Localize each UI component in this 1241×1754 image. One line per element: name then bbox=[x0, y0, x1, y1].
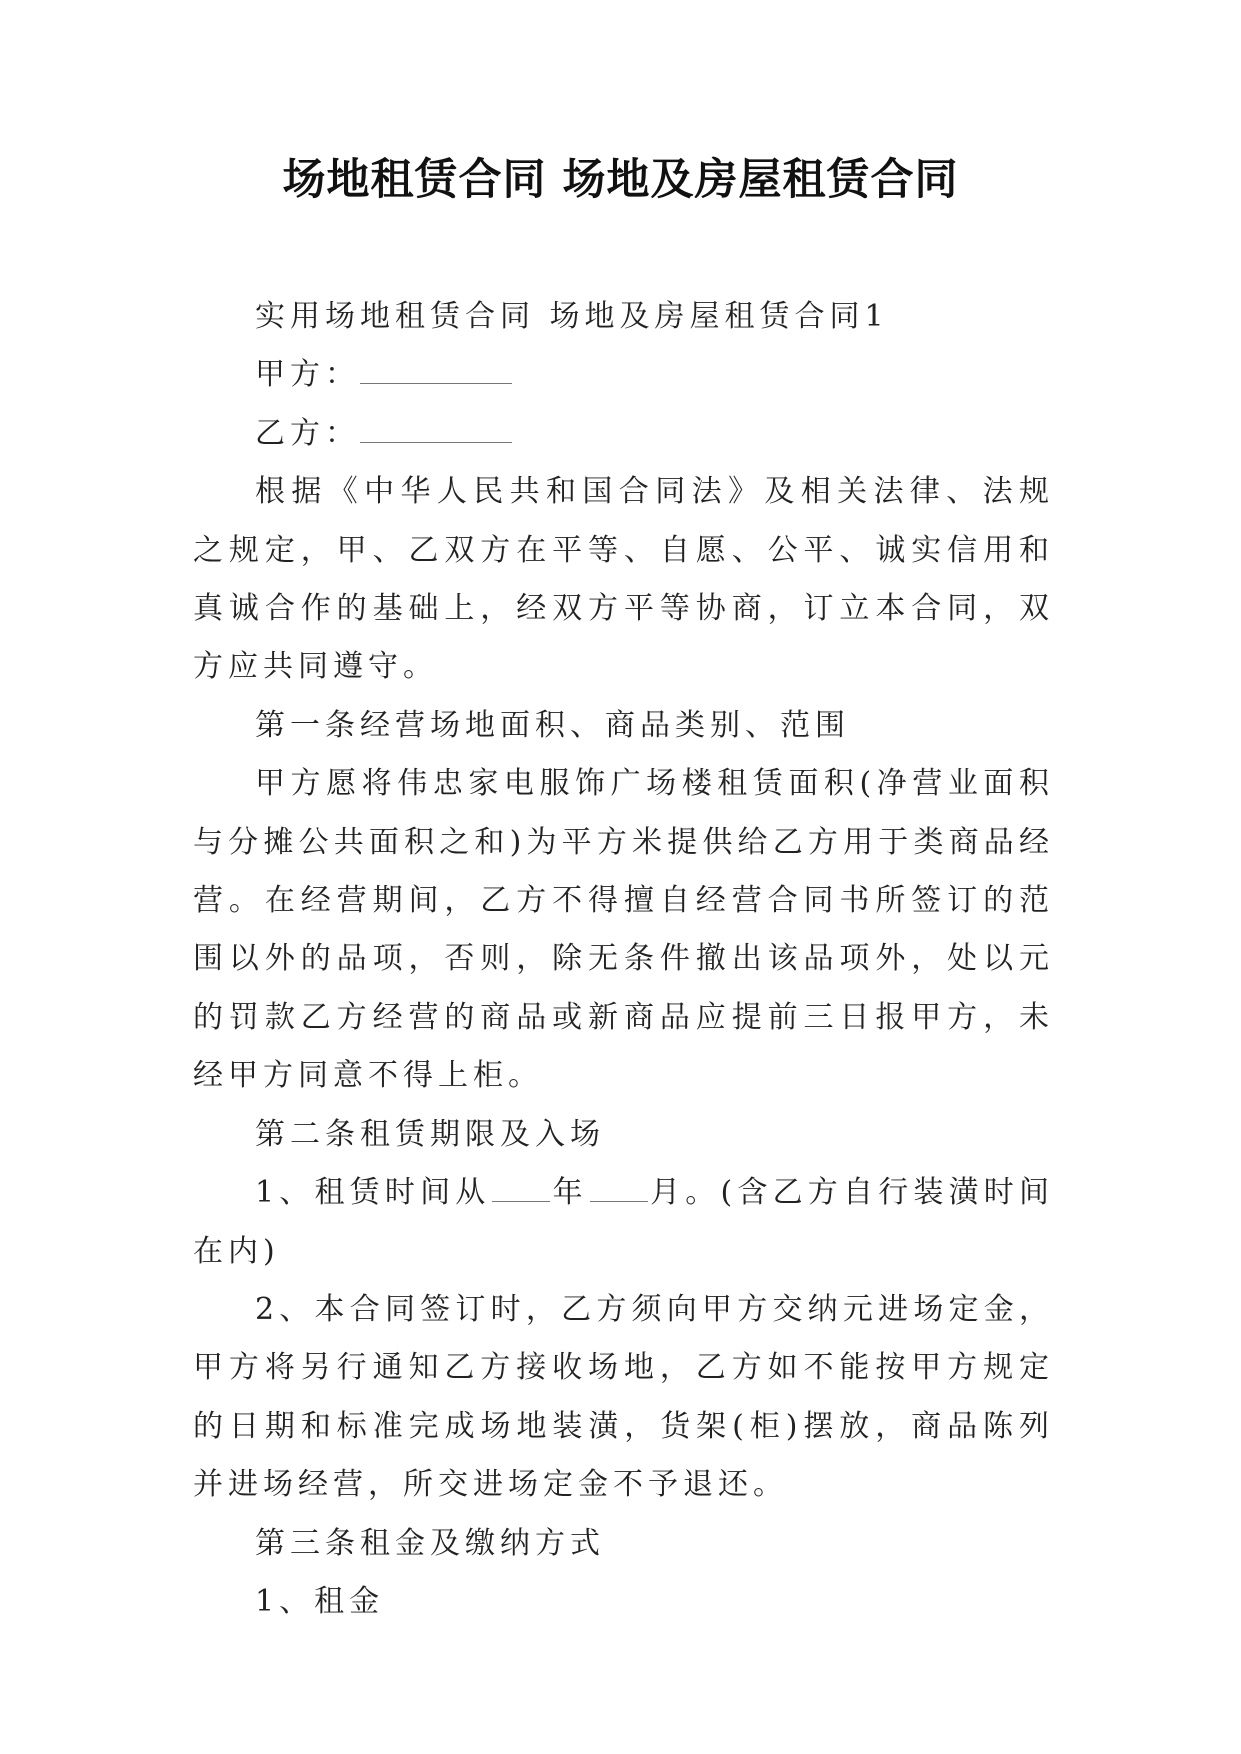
article-2-item-2: 2、本合同签订时，乙方须向甲方交纳元进场定金，甲方将另行通知乙方接收场地，乙方如不能按甲方规定的日期和标准完成场地装潢，货架(柜)摆放，商品陈列并进场经营，所交进场定金不予退还。 bbox=[193, 1291, 1054, 1503]
party-b-line bbox=[193, 405, 1054, 463]
party-b-blank bbox=[360, 416, 512, 443]
article-2-item-1-prefix: 1、租赁时间从 bbox=[255, 1175, 491, 1211]
article-2-item-1-suffix: 月。(含乙方自行装潢时间在内) bbox=[193, 1175, 1054, 1269]
heading-line: 实用场地租赁合同 场地及房屋租赁合同1 bbox=[255, 299, 889, 334]
year-blank bbox=[492, 1175, 550, 1202]
month-blank bbox=[590, 1175, 648, 1202]
party-a-line bbox=[193, 346, 1054, 404]
article-3-item-1: 1、租金 bbox=[255, 1583, 385, 1619]
preamble-paragraph: 根据《中华人民共和国合同法》及相关法律、法规之规定，甲、乙双方在平等、自愿、公平、诚实信用和真诚合作的基础上，经双方平等协商，订立本合同，双方应共同遵守。 bbox=[193, 474, 1054, 685]
article-2-item-1-year: 年 bbox=[552, 1175, 588, 1211]
article-1-body: 甲方愿将伟忠家电服饰广场楼租赁面积(净营业面积与分摊公共面积之和)为平方米提供给乙方用于类商品经营。在经营期间，乙方不得擅自经营合同书所签订的范围以外的品项，否则，除无条件撤出该品项外，处以元的罚款乙方经营的商品或新商品应提前三日报甲方，未经甲方同意不得上柜。 bbox=[193, 766, 1054, 1094]
party-a-blank bbox=[360, 357, 512, 384]
document-title: 场地租赁合同 场地及房屋租赁合同 bbox=[282, 155, 959, 205]
article-3-title: 第三条租金及缴纳方式 bbox=[255, 1525, 605, 1561]
article-1-title: 第一条经营场地面积、商品类别、范围 bbox=[255, 707, 850, 743]
document-body bbox=[193, 288, 1054, 1631]
article-2-title: 第二条租赁期限及入场 bbox=[255, 1116, 605, 1152]
party-b-label: 乙方： bbox=[255, 415, 360, 451]
article-2-item-1 bbox=[193, 1164, 1054, 1281]
party-a-label: 甲方： bbox=[255, 357, 360, 393]
